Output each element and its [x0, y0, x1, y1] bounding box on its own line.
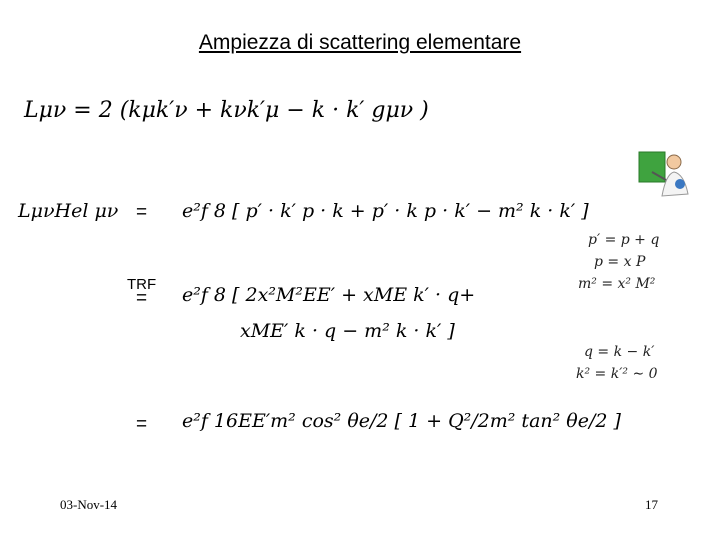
slide-title: Ampiezza di scattering elementare: [198, 31, 522, 54]
line1-rhs: [182, 200, 589, 222]
page-number: 17: [645, 497, 658, 512]
line1-rhs-text: e²f 8 [ p′ · k′ p · k + p′ · k p · k′ − m² k · k′ ]: [182, 200, 589, 222]
line2-rhs: [182, 284, 475, 306]
side-relation-4: q = k − k′: [584, 344, 655, 360]
line4-rhs: [182, 410, 621, 432]
equals-sign-2: =: [136, 288, 148, 309]
trf-label: TRF: [127, 276, 157, 293]
equals-sign-3: =: [136, 414, 148, 435]
lepton-tensor-text: Lμν = 2 (kμk′ν + kνk′μ − k · k′ gμν ): [24, 98, 429, 123]
contraction-lhs: [18, 200, 118, 222]
side-relation-2: p = x P: [594, 254, 646, 270]
line4-rhs-text: e²f 16EE′m² cos² θe/2 [ 1 + Q²/2m² tan² θe/2 ]: [182, 410, 621, 432]
line3-rhs-text: xME′ k · q − m² k · k′ ]: [240, 320, 455, 342]
contraction-lhs-text: LμνHel μν: [18, 200, 119, 222]
side-relation-1: p′ = p + q: [588, 232, 660, 248]
side-relation-5: k² = k′² ∼ 0: [576, 366, 658, 382]
teacher-at-board-icon: [636, 150, 692, 206]
line2-rhs-text: e²f 8 [ 2x²M²EE′ + xME k′ · q+: [182, 284, 476, 306]
lepton-tensor-equation: [24, 98, 429, 123]
footer-date: 03-Nov-14: [60, 497, 118, 512]
side-relation-3: m² = x² M²: [578, 276, 656, 292]
equals-sign-1: =: [136, 202, 148, 223]
line3-rhs: [240, 320, 455, 342]
